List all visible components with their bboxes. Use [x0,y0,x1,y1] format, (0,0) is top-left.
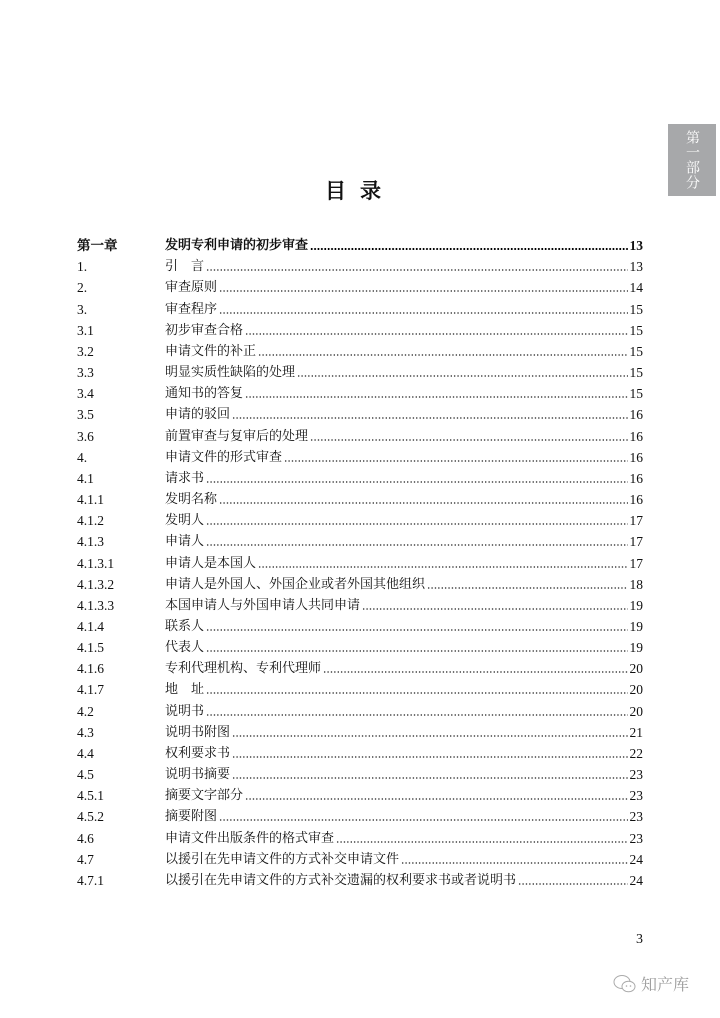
toc-entry-number: 4.1 [77,470,94,486]
toc-entry-number: 4.1.3.3 [77,597,115,613]
toc-entry-title: 申请文件的补正 [165,343,257,359]
toc-entry-page: 14 [629,280,643,296]
toc-entry-page: 22 [629,745,643,761]
toc-entry[interactable] [77,847,643,868]
table-of-contents [77,233,643,889]
dot-leader [258,566,627,568]
dot-leader [219,312,627,314]
toc-entry-page: 17 [629,534,643,550]
toc-entry[interactable] [77,466,643,487]
toc-entry-title: 申请人是外国人、外国企业或者外国其他组织 [165,576,426,592]
dot-leader [518,883,627,885]
toc-entry-title: 专利代理机构、专利代理师 [165,661,322,677]
toc-entry-title: 说明书摘要 [165,767,231,783]
page-number: 3 [636,932,643,947]
toc-entry-page: 16 [629,449,643,465]
toc-entry[interactable] [77,550,643,571]
toc-entry-title: 联系人 [165,618,205,634]
toc-entry[interactable] [77,318,643,339]
toc-entry-page: 21 [629,724,643,740]
toc-entry-page: 15 [629,365,643,381]
toc-entry-page: 17 [629,555,643,571]
page-title: 目录 [325,179,395,203]
toc-entry[interactable] [77,825,643,846]
toc-entry[interactable] [77,296,643,317]
dot-leader [401,862,627,864]
toc-entry-number: 3. [77,301,88,317]
toc-entry-page: 20 [629,661,643,677]
toc-entry[interactable] [77,762,643,783]
toc-entry[interactable] [77,572,643,593]
toc-entry-title: 权利要求书 [165,745,231,761]
toc-entry[interactable] [77,783,643,804]
toc-entry-title: 发明专利申请的初步审查 [165,238,309,254]
dot-leader [310,248,627,250]
toc-entry-number: 4. [77,449,88,465]
toc-entry-title: 引 言 [165,259,205,275]
toc-entry-page: 16 [629,428,643,444]
toc-entry-number: 4.1.5 [77,640,104,656]
toc-entry-title: 审查程序 [165,301,218,317]
dot-leader [258,354,627,356]
wechat-icon [613,974,637,994]
dot-leader [206,650,627,652]
toc-entry[interactable] [77,254,643,275]
toc-entry-number: 4.5.2 [77,809,104,825]
toc-entry[interactable] [77,339,643,360]
toc-entry-title: 代表人 [165,640,205,656]
toc-entry[interactable] [77,635,643,656]
dot-leader [232,417,627,419]
toc-entry[interactable] [77,508,643,529]
toc-entry-number: 4.1.7 [77,682,104,698]
toc-entry-title: 初步审查合格 [165,322,244,338]
dot-leader [206,629,627,631]
toc-entry-page: 24 [629,851,643,867]
toc-entry[interactable] [77,677,643,698]
toc-entry-title: 以援引在先申请文件的方式补交遗漏的权利要求书或者说明书 [165,872,517,888]
toc-entry-page: 19 [629,640,643,656]
dot-leader [427,587,627,589]
watermark-text: 知产库 [641,975,690,994]
toc-entry-number: 4.1.4 [77,618,104,634]
dot-leader [206,523,627,525]
toc-entry-page: 18 [629,576,643,592]
toc-entry-number: 4.5 [77,767,94,783]
toc-entry-title: 请求书 [165,470,205,486]
dot-leader [206,269,627,271]
toc-entry-page: 16 [629,492,643,508]
toc-entry-title: 说明书附图 [165,724,231,740]
toc-entry-title: 地 址 [165,682,205,698]
dot-leader [232,735,627,737]
toc-entry-number: 4.3 [77,724,94,740]
dot-leader [336,841,627,843]
toc-entry-number: 3.6 [77,428,94,444]
dot-leader [297,375,627,377]
toc-entry-title: 摘要附图 [165,809,218,825]
dot-leader [245,798,627,800]
toc-entry[interactable] [77,360,643,381]
toc-entry-title: 申请文件的形式审查 [165,449,283,465]
toc-entry[interactable] [77,593,643,614]
toc-entry-number: 4.4 [77,745,94,761]
toc-entry-number: 4.1.3.2 [77,576,115,592]
toc-entry-number: 3.3 [77,365,94,381]
dot-leader [219,290,627,292]
toc-entry[interactable] [77,804,643,825]
toc-entry[interactable] [77,487,643,508]
toc-entry-page: 15 [629,386,643,402]
toc-entry-number: 3.4 [77,386,94,402]
dot-leader [323,671,627,673]
dot-leader [206,544,627,546]
toc-entry-title: 以援引在先申请文件的方式补交申请文件 [165,851,400,867]
toc-entry[interactable] [77,275,643,296]
toc-entry-page: 19 [629,618,643,634]
toc-entry-number: 4.7.1 [77,872,104,888]
toc-entry-page: 23 [629,809,643,825]
dot-leader [284,460,627,462]
dot-leader [206,692,627,694]
toc-entry-title: 明显实质性缺陷的处理 [165,365,296,381]
toc-entry-page: 23 [629,830,643,846]
toc-entry[interactable] [77,656,643,677]
toc-entry-number: 第一章 [77,238,118,254]
toc-entry-page: 24 [629,872,643,888]
side-tab-label: 第一部分 [684,130,700,190]
dot-leader [206,481,627,483]
toc-entry-page: 19 [629,597,643,613]
toc-entry-number: 4.1.3 [77,534,104,550]
toc-entry-title: 审查原则 [165,280,218,296]
toc-entry-number: 4.1.6 [77,661,104,677]
toc-entry-number: 2. [77,280,88,296]
toc-entry-number: 4.6 [77,830,94,846]
dot-leader [232,756,627,758]
dot-leader [206,714,627,716]
toc-entry-number: 4.2 [77,703,94,719]
toc-entry[interactable] [77,614,643,635]
toc-entry-number: 3.5 [77,407,94,423]
toc-entry-page: 15 [629,322,643,338]
toc-entry-number: 4.1.2 [77,513,104,529]
toc-entry-number: 4.7 [77,851,94,867]
toc-entry-page: 20 [629,682,643,698]
toc-entry-number: 4.1.3.1 [77,555,115,571]
toc-entry-title: 前置审查与复审后的处理 [165,428,309,444]
dot-leader [219,819,627,821]
toc-entry-number: 4.5.1 [77,788,104,804]
toc-entry-number: 3.1 [77,322,94,338]
toc-entry-page: 20 [629,703,643,719]
toc-entry[interactable] [77,741,643,762]
toc-entry-number: 1. [77,259,88,275]
toc-entry[interactable] [77,529,643,550]
toc-entry-title: 通知书的答复 [165,386,244,402]
toc-entry-title: 申请文件出版条件的格式审查 [165,830,335,846]
watermark [613,972,689,995]
toc-entry[interactable] [77,445,643,466]
toc-entry-page: 23 [629,767,643,783]
dot-leader [245,333,627,335]
toc-entry[interactable] [77,720,643,741]
toc-entry-title: 申请人 [165,534,205,550]
toc-entry-page: 23 [629,788,643,804]
toc-entry-title: 摘要文字部分 [165,788,244,804]
toc-entry-page: 13 [629,259,643,275]
toc-entry-page: 15 [629,343,643,359]
toc-entry-title: 发明人 [165,513,205,529]
toc-entry-title: 申请的驳回 [165,407,231,423]
dot-leader [219,502,627,504]
dot-leader [362,608,627,610]
toc-entry-title: 发明名称 [165,492,218,508]
toc-entry-number: 3.2 [77,343,94,359]
toc-entry-title: 说明书 [165,703,205,719]
toc-entry[interactable] [77,381,643,402]
dot-leader [310,439,627,441]
toc-entry-page: 13 [629,238,643,254]
toc-entry-page: 16 [629,470,643,486]
toc-entry-page: 15 [629,301,643,317]
dot-leader [245,396,627,398]
toc-entry-page: 16 [629,407,643,423]
toc-entry-page: 17 [629,513,643,529]
toc-entry[interactable] [77,233,643,254]
toc-entry-title: 本国申请人与外国申请人共同申请 [165,597,361,613]
toc-entry[interactable] [77,402,643,423]
dot-leader [232,777,627,779]
toc-entry-title: 申请人是本国人 [165,555,257,571]
toc-entry[interactable] [77,868,643,889]
toc-entry-number: 4.1.1 [77,492,104,508]
toc-entry[interactable] [77,698,643,719]
toc-entry[interactable] [77,423,643,444]
